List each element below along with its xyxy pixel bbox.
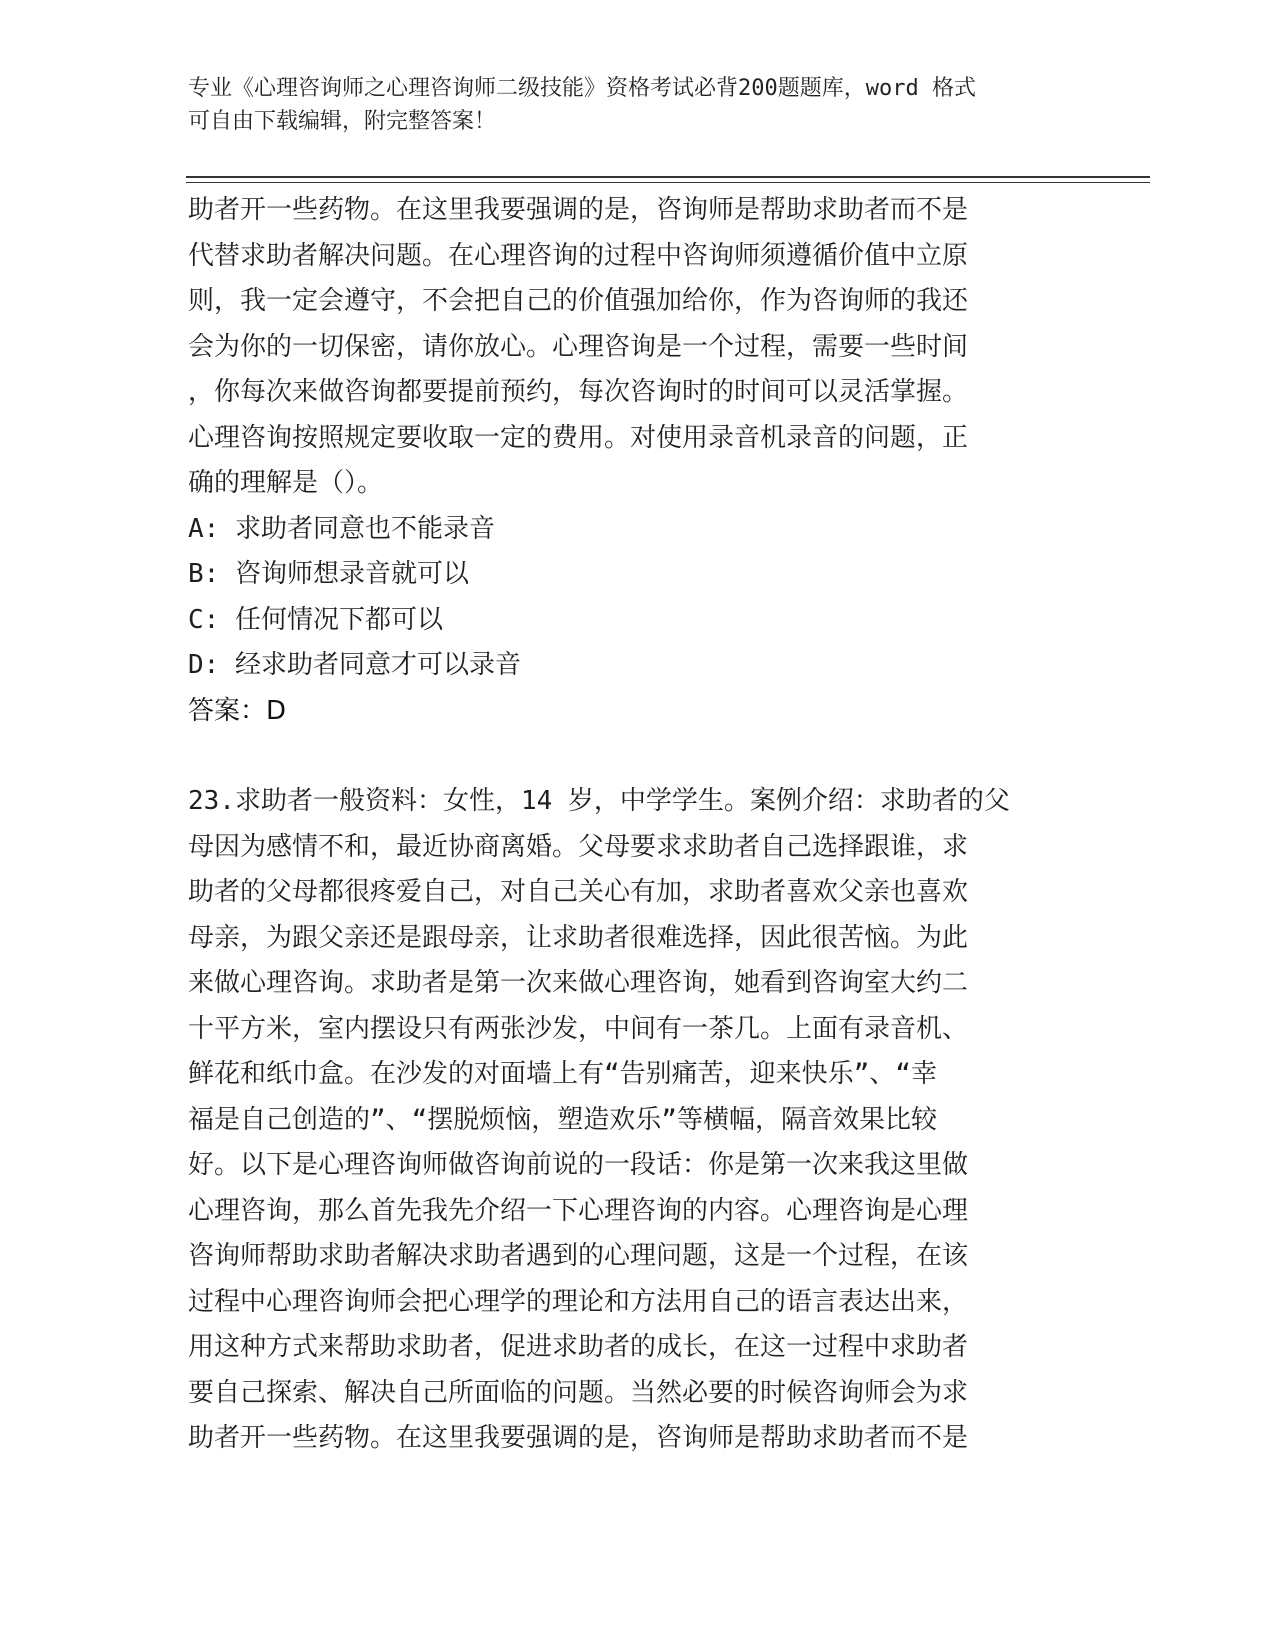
document-header — [188, 72, 1068, 138]
question-22 — [188, 188, 1088, 734]
question-stem-line: 鲜花和纸巾盒。在沙发的对面墙上有“告别痛苦，迎来快乐”、“幸 — [188, 1059, 937, 1089]
question-stem-line: 会为你的一切保密，请你放心。心理咨询是一个过程，需要一些时间 — [188, 331, 969, 362]
question-stem-line: 助者开一些药物。在这里我要强调的是，咨询师是帮助求助者而不是 — [188, 195, 969, 225]
question-stem-line: 过程中心理咨询师会把心理学的理论和方法用自己的语言表达出来， — [188, 1286, 969, 1317]
question-stem-line: 则，我一定会遵守，不会把自己的价值强加给你，作为咨询师的我还 — [188, 286, 969, 316]
question-stem-line: 心理咨询按照规定要收取一定的费用。对使用录音机录音的问题，正 — [188, 422, 969, 453]
question-stem-line: 确的理解是（）。 — [188, 468, 384, 498]
question-stem-line: 十平方米，室内摆设只有两张沙发，中间有一茶几。上面有录音机、 — [188, 1013, 969, 1044]
question-stem-line: 心理咨询，那么首先我先介绍一下心理咨询的内容。心理咨询是心理 — [188, 1195, 969, 1226]
question-spacer — [188, 734, 1088, 779]
option-b: B: 咨询师想录音就可以 — [188, 559, 469, 589]
answer-line: 答案：D — [188, 695, 287, 726]
document-body — [188, 188, 1088, 1462]
question-stem-line: 好。以下是心理咨询师做咨询前说的一段话：你是第一次来我这里做 — [188, 1150, 969, 1180]
question-stem-line: 用这种方式来帮助求助者，促进求助者的成长，在这一过程中求助者 — [188, 1332, 969, 1362]
option-d: D: 经求助者同意才可以录音 — [188, 650, 521, 680]
header-divider-thin — [186, 182, 1150, 183]
question-stem-line: 母亲，为跟父亲还是跟母亲，让求助者很难选择，因此很苦恼。为此 — [188, 922, 969, 953]
question-stem-line: 母因为感情不和，最近协商离婚。父母要求求助者自己选择跟谁，求 — [188, 831, 969, 862]
header-title-line-1: 专业《心理咨询师之心理咨询师二级技能》资格考试必背200题题库，word 格式 — [188, 76, 976, 101]
question-stem-line: 代替求助者解决问题。在心理咨询的过程中咨询师须遵循价值中立原 — [188, 240, 969, 271]
question-stem-line: 要自己探索、解决自己所面临的问题。当然必要的时候咨询师会为求 — [188, 1377, 969, 1408]
question-stem-line: ，你每次来做咨询都要提前预约，每次咨询时的时间可以灵活掌握。 — [188, 377, 969, 407]
header-title-line-2: 可自由下载编辑，附完整答案！ — [188, 109, 497, 134]
question-stem-line: 23.求助者一般资料：女性，14 岁，中学学生。案例介绍：求助者的父 — [188, 786, 1010, 816]
question-stem-line: 助者开一些药物。在这里我要强调的是，咨询师是帮助求助者而不是 — [188, 1423, 969, 1453]
header-divider-thick — [186, 176, 1150, 178]
option-a: A: 求助者同意也不能录音 — [188, 513, 495, 544]
question-stem-line: 福是自己创造的”、“摆脱烦恼，塑造欢乐”等横幅，隔音效果比较 — [188, 1104, 937, 1135]
option-c: C: 任何情况下都可以 — [188, 604, 443, 635]
question-23 — [188, 779, 1088, 1462]
question-stem-line: 来做心理咨询。求助者是第一次来做心理咨询，她看到咨询室大约二 — [188, 968, 969, 998]
question-stem-line: 咨询师帮助求助者解决求助者遇到的心理问题，这是一个过程，在该 — [188, 1241, 969, 1271]
question-stem-line: 助者的父母都很疼爱自己，对自己关心有加，求助者喜欢父亲也喜欢 — [188, 877, 969, 907]
